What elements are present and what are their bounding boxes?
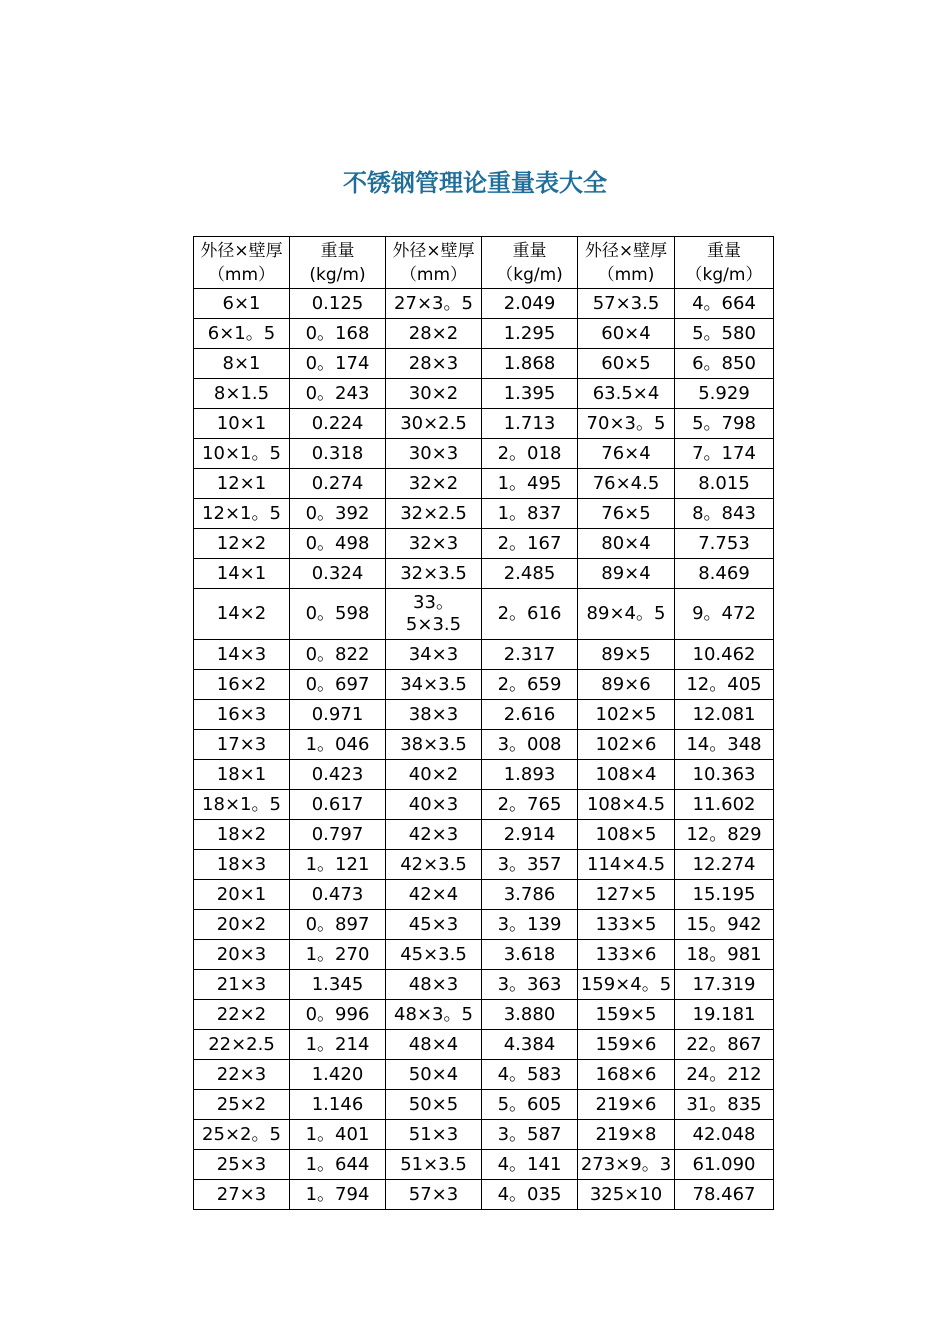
size-cell: 70×3。5 [578,409,675,439]
weight-cell: 1。794 [290,1180,386,1210]
size-cell: 89×5 [578,640,675,670]
table-row [194,880,774,910]
weight-cell: 0。697 [290,670,386,700]
weight-cell: 0.423 [290,760,386,790]
size-cell: 159×6 [578,1030,675,1060]
size-cell: 48×3 [386,970,482,1000]
size-cell: 76×4 [578,439,675,469]
size-cell: 159×4。5 [578,970,675,1000]
weight-table [193,236,774,1210]
size-cell: 40×3 [386,790,482,820]
size-cell: 33。5×3.5 [386,589,482,640]
weight-cell: 24。212 [675,1060,774,1090]
header-line-1: 外径×壁厚 [200,240,283,261]
weight-cell: 3.880 [482,1000,578,1030]
size-cell: 30×3 [386,439,482,469]
size-cell: 89×6 [578,670,675,700]
size-cell: 20×1 [194,880,290,910]
weight-cell: 5.929 [675,379,774,409]
size-cell: 22×3 [194,1060,290,1090]
table-row [194,760,774,790]
weight-cell: 31。835 [675,1090,774,1120]
size-cell: 114×4.5 [578,850,675,880]
header-cell [482,237,578,289]
size-cell: 22×2.5 [194,1030,290,1060]
weight-cell: 19.181 [675,1000,774,1030]
weight-cell: 1.395 [482,379,578,409]
weight-cell: 2。616 [482,589,578,640]
header-cell [675,237,774,289]
weight-cell: 6。850 [675,349,774,379]
size-cell: 159×5 [578,1000,675,1030]
page-title: 不锈钢管理论重量表大全 [343,169,607,197]
size-cell: 51×3.5 [386,1150,482,1180]
weight-cell: 5。580 [675,319,774,349]
size-cell: 273×9。3 [578,1150,675,1180]
size-cell: 27×3 [194,1180,290,1210]
table-row [194,349,774,379]
header-line-2: （mm） [207,264,276,285]
size-cell: 14×2 [194,589,290,640]
table-row [194,910,774,940]
weight-cell: 0。996 [290,1000,386,1030]
size-cell: 45×3.5 [386,940,482,970]
weight-cell: 78.467 [675,1180,774,1210]
size-cell: 42×4 [386,880,482,910]
size-cell: 219×6 [578,1090,675,1120]
size-cell: 28×3 [386,349,482,379]
size-cell: 16×2 [194,670,290,700]
size-cell: 17×3 [194,730,290,760]
table-row [194,559,774,589]
weight-cell: 12。405 [675,670,774,700]
size-cell: 63.5×4 [578,379,675,409]
header-line-1: 重量 [512,240,547,261]
table-row [194,820,774,850]
size-cell: 34×3.5 [386,670,482,700]
size-cell: 12×1 [194,469,290,499]
table-row [194,940,774,970]
table-row [194,469,774,499]
weight-cell: 22。867 [675,1030,774,1060]
weight-cell: 2.616 [482,700,578,730]
size-cell: 22×2 [194,1000,290,1030]
weight-cell: 42.048 [675,1120,774,1150]
weight-cell: 4。141 [482,1150,578,1180]
weight-cell: 1。046 [290,730,386,760]
size-cell: 14×3 [194,640,290,670]
table-row [194,700,774,730]
size-cell: 18×2 [194,820,290,850]
weight-cell: 7。174 [675,439,774,469]
weight-cell: 0。392 [290,499,386,529]
size-cell: 50×4 [386,1060,482,1090]
weight-cell: 1.146 [290,1090,386,1120]
weight-cell: 17.319 [675,970,774,1000]
weight-cell: 1.868 [482,349,578,379]
table-row [194,409,774,439]
size-cell: 30×2.5 [386,409,482,439]
size-cell: 34×3 [386,640,482,670]
weight-cell: 0.224 [290,409,386,439]
weight-cell: 1。270 [290,940,386,970]
table-row [194,1060,774,1090]
weight-cell: 10.462 [675,640,774,670]
table-row [194,640,774,670]
table-row [194,529,774,559]
size-cell: 57×3 [386,1180,482,1210]
size-cell: 28×2 [386,319,482,349]
table-row [194,319,774,349]
header-line-1: 外径×壁厚 [584,240,668,261]
size-cell: 60×4 [578,319,675,349]
weight-cell: 12.274 [675,850,774,880]
weight-cell: 3。357 [482,850,578,880]
size-cell: 6×1 [194,289,290,319]
weight-cell: 8。843 [675,499,774,529]
header-cell [578,237,675,289]
table-row [194,1150,774,1180]
table-row [194,970,774,1000]
table-row [194,850,774,880]
weight-cell: 0。168 [290,319,386,349]
weight-cell: 1.893 [482,760,578,790]
size-cell: 38×3.5 [386,730,482,760]
size-cell: 25×2 [194,1090,290,1120]
weight-cell: 4。664 [675,289,774,319]
table-row [194,1090,774,1120]
header-line-1: 外径×壁厚 [392,240,475,261]
size-cell: 40×2 [386,760,482,790]
weight-cell: 0.324 [290,559,386,589]
size-cell: 108×5 [578,820,675,850]
size-cell: 18×1。5 [194,790,290,820]
weight-cell: 1.295 [482,319,578,349]
weight-cell: 9。472 [675,589,774,640]
weight-cell: 3。363 [482,970,578,1000]
size-cell: 30×2 [386,379,482,409]
size-cell: 8×1.5 [194,379,290,409]
weight-cell: 1。837 [482,499,578,529]
weight-cell: 0.971 [290,700,386,730]
weight-cell: 0。498 [290,529,386,559]
size-cell: 32×2.5 [386,499,482,529]
weight-cell: 2。167 [482,529,578,559]
table-row [194,1120,774,1150]
weight-cell: 4.384 [482,1030,578,1060]
size-cell: 21×3 [194,970,290,1000]
weight-cell: 2。018 [482,439,578,469]
size-cell: 8×1 [194,349,290,379]
weight-cell: 1。121 [290,850,386,880]
table-row [194,289,774,319]
table-row [194,670,774,700]
weight-cell: 5。605 [482,1090,578,1120]
size-cell: 25×2。5 [194,1120,290,1150]
weight-cell: 3.618 [482,940,578,970]
table-row [194,790,774,820]
weight-cell: 1.345 [290,970,386,1000]
header-line-2: （mm) [597,264,655,285]
header-cell [386,237,482,289]
weight-cell: 8.015 [675,469,774,499]
weight-cell: 4。583 [482,1060,578,1090]
size-cell: 57×3.5 [578,289,675,319]
weight-cell: 2.317 [482,640,578,670]
weight-cell: 0.617 [290,790,386,820]
size-cell: 89×4 [578,559,675,589]
weight-cell: 0.125 [290,289,386,319]
header-line-2: （kg/m） [685,264,763,285]
size-cell: 14×1 [194,559,290,589]
size-cell: 20×3 [194,940,290,970]
weight-cell: 0。243 [290,379,386,409]
weight-cell: 0.797 [290,820,386,850]
size-cell: 10×1 [194,409,290,439]
size-cell: 42×3 [386,820,482,850]
weight-cell: 2.049 [482,289,578,319]
table-row [194,589,774,640]
size-cell: 80×4 [578,529,675,559]
size-cell: 133×5 [578,910,675,940]
weight-cell: 0。598 [290,589,386,640]
size-cell: 127×5 [578,880,675,910]
weight-cell: 0。174 [290,349,386,379]
weight-cell: 3。008 [482,730,578,760]
size-cell: 219×8 [578,1120,675,1150]
table-row [194,439,774,469]
size-cell: 45×3 [386,910,482,940]
weight-cell: 14。348 [675,730,774,760]
size-cell: 32×2 [386,469,482,499]
size-cell: 76×5 [578,499,675,529]
weight-cell: 15.195 [675,880,774,910]
weight-cell: 2。659 [482,670,578,700]
size-cell: 50×5 [386,1090,482,1120]
weight-cell: 0.318 [290,439,386,469]
size-cell: 48×4 [386,1030,482,1060]
weight-cell: 0.473 [290,880,386,910]
weight-cell: 1.420 [290,1060,386,1090]
weight-cell: 15。942 [675,910,774,940]
weight-cell: 0.274 [290,469,386,499]
size-cell: 60×5 [578,349,675,379]
weight-cell: 10.363 [675,760,774,790]
weight-cell: 3.786 [482,880,578,910]
size-cell: 18×1 [194,760,290,790]
weight-cell: 2。765 [482,790,578,820]
size-cell: 42×3.5 [386,850,482,880]
size-cell: 12×1。5 [194,499,290,529]
size-cell: 32×3 [386,529,482,559]
size-cell: 76×4.5 [578,469,675,499]
weight-cell: 3。139 [482,910,578,940]
header-cell [290,237,386,289]
weight-cell: 11.602 [675,790,774,820]
weight-cell: 1。214 [290,1030,386,1060]
size-cell: 16×3 [194,700,290,730]
weight-cell: 5。798 [675,409,774,439]
size-cell: 18×3 [194,850,290,880]
weight-cell: 8.469 [675,559,774,589]
size-cell: 108×4 [578,760,675,790]
size-cell: 89×4。5 [578,589,675,640]
weight-cell: 2.485 [482,559,578,589]
size-cell: 10×1。5 [194,439,290,469]
size-cell: 51×3 [386,1120,482,1150]
size-cell: 12×2 [194,529,290,559]
table-row [194,730,774,760]
weight-cell: 1。495 [482,469,578,499]
header-line-1: 重量 [320,240,355,261]
weight-cell: 2.914 [482,820,578,850]
weight-cell: 1。644 [290,1150,386,1180]
size-cell: 325×10 [578,1180,675,1210]
table-row [194,1180,774,1210]
weight-cell: 0。897 [290,910,386,940]
weight-table-body [194,237,774,1210]
size-cell: 27×3。5 [386,289,482,319]
weight-cell: 12。829 [675,820,774,850]
header-line-1: 重量 [707,240,741,261]
table-row [194,379,774,409]
header-row [194,237,774,289]
table-row [194,499,774,529]
size-cell: 6×1。5 [194,319,290,349]
weight-cell: 3。587 [482,1120,578,1150]
weight-cell: 7.753 [675,529,774,559]
weight-cell: 4。035 [482,1180,578,1210]
weight-cell: 1。401 [290,1120,386,1150]
size-cell: 25×3 [194,1150,290,1180]
size-cell: 48×3。5 [386,1000,482,1030]
size-cell: 32×3.5 [386,559,482,589]
size-cell: 168×6 [578,1060,675,1090]
weight-cell: 0。822 [290,640,386,670]
header-line-2: （mm） [399,264,468,285]
weight-cell: 18。981 [675,940,774,970]
size-cell: 38×3 [386,700,482,730]
weight-cell: 12.081 [675,700,774,730]
table-row [194,1030,774,1060]
size-cell: 133×6 [578,940,675,970]
size-cell: 20×2 [194,910,290,940]
size-cell: 102×5 [578,700,675,730]
header-line-2: (kg/m) [309,264,366,285]
size-cell: 108×4.5 [578,790,675,820]
weight-cell: 61.090 [675,1150,774,1180]
size-cell: 102×6 [578,730,675,760]
header-cell [194,237,290,289]
table-row [194,1000,774,1030]
weight-cell: 1.713 [482,409,578,439]
header-line-2: （kg/m) [496,264,563,285]
